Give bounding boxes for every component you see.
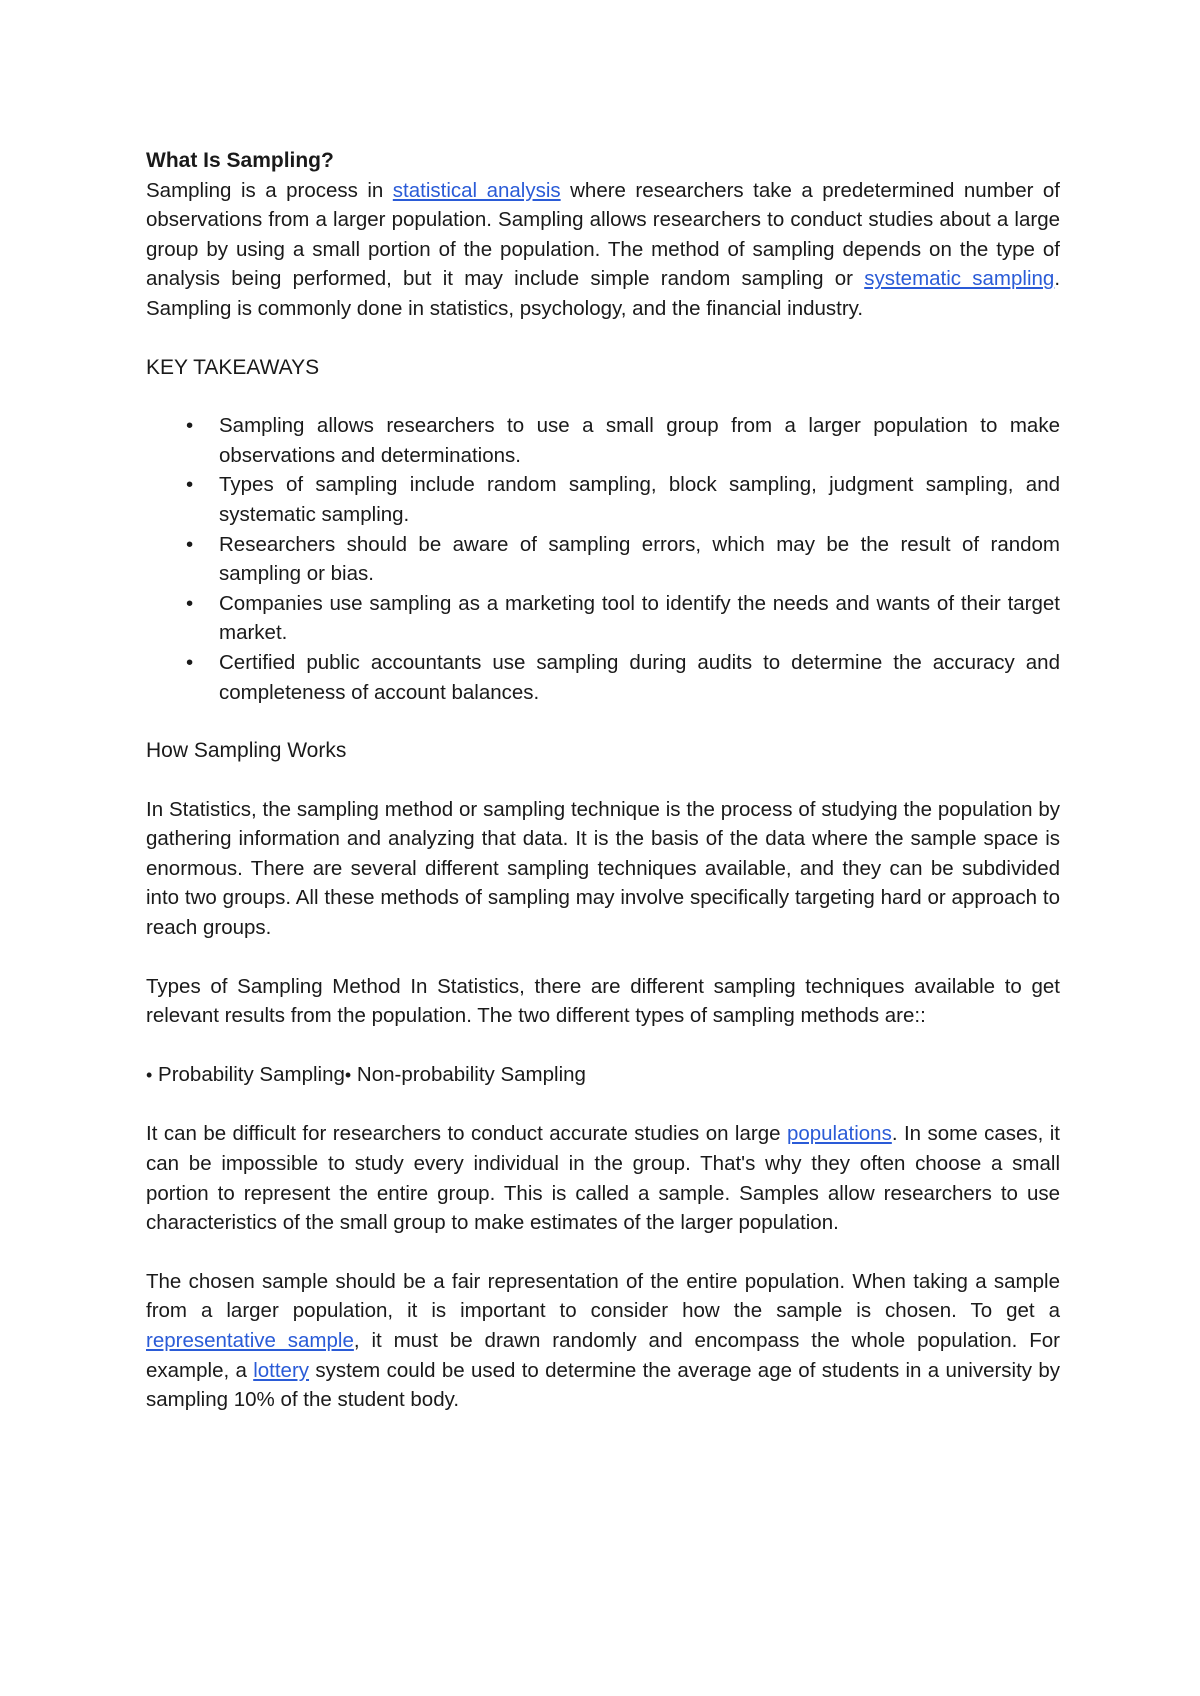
sample-text-2: , it must be drawn randomly and encompass the whole population. For example, a — [146, 1329, 1061, 1382]
spacer — [146, 766, 1060, 795]
populations-text-1: It can be difficult for researchers to conduct accurate studies on large — [146, 1122, 787, 1146]
key-takeaways-list — [146, 411, 1060, 707]
probability-sampling-label: Probability Sampling — [158, 1062, 345, 1086]
representative-sample-paragraph — [146, 1267, 1060, 1415]
spacer — [146, 382, 1060, 411]
section-title-what-is-sampling: What Is Sampling? — [146, 149, 334, 172]
bullet-icon: • — [186, 532, 194, 556]
bullet-icon: • — [146, 1064, 153, 1085]
statistical-analysis-link[interactable]: statistical analysis — [392, 178, 561, 202]
spacer — [146, 943, 1060, 972]
bullet-icon: • — [344, 1064, 352, 1085]
types-paragraph: Types of Sampling Method In Statistics, there are different sampling techniques available to get relevant results from the population. The two different types of sampling methods are:: — [146, 974, 1060, 1028]
takeaway-text: Types of sampling include random sampling, block sampling, judgment sampling, and systematic sampling. — [219, 473, 1060, 526]
bullet-icon: • — [186, 650, 194, 674]
populations-paragraph — [146, 1119, 1060, 1237]
bullet-icon: • — [186, 414, 194, 438]
intro-text-2: where researchers take a predetermined number of observations from a larger population. Sampling allows researchers to conduct studies about a large group by using a small portion of the population. The method of sampling depends on the type of analysis being performed, but it may include simple random sampling or — [146, 178, 1060, 291]
sampling-types-line — [146, 1060, 1060, 1091]
takeaway-text: Sampling allows researchers to use a small group from a larger population to make observations and determinations. — [219, 414, 1060, 467]
takeaway-text: Companies use sampling as a marketing tool to identify the needs and wants of their target market. — [219, 591, 1060, 645]
bullet-icon: • — [186, 473, 194, 497]
representative-sample-link[interactable]: representative sample — [146, 1329, 354, 1352]
intro-text-1: Sampling is a process in — [146, 178, 393, 202]
spacer — [146, 1031, 1060, 1060]
non-probability-sampling-label: Non-probability Sampling — [356, 1062, 586, 1086]
key-takeaways-heading: KEY TAKEAWAYS — [146, 355, 320, 379]
lottery-link[interactable]: lottery — [253, 1358, 310, 1382]
intro-paragraph — [146, 176, 1060, 324]
statistics-paragraph: In Statistics, the sampling method or sampling technique is the process of studying the population by gathering information and analyzing that data. It is the basis of the data where the sample space is enormous. There are several different sampling techniques available, and they can be subdivided into two groups. All these methods of sampling may involve specifically targeting hard or approach to reach groups. — [146, 797, 1060, 940]
intro-text-3: . Sampling is commonly done in statistics, psychology, and the financial industry. — [146, 267, 1061, 320]
how-sampling-works-heading: How Sampling Works — [146, 739, 347, 763]
takeaway-item — [146, 589, 1060, 648]
sample-text-3: system could be used to determine the average age of students in a university by sampling 10% of the student body. — [146, 1358, 1061, 1412]
document-page — [146, 146, 1060, 1415]
takeaway-item — [146, 411, 1060, 470]
takeaway-item — [146, 648, 1060, 707]
spacer — [146, 707, 1060, 736]
spacer — [146, 1238, 1060, 1267]
spacer — [146, 1090, 1060, 1119]
populations-text-2: . In some cases, it can be impossible to study every individual in the group. That's why they often choose a small portion to represent the entire group. This is called a sample. Samples allow researchers to use characteristics of the small group to make estimates of the larger population. — [146, 1122, 1060, 1235]
takeaway-text: Researchers should be aware of sampling errors, which may be the result of random sampling or bias. — [219, 532, 1060, 586]
systematic-sampling-link[interactable]: systematic sampling — [864, 267, 1055, 291]
takeaway-item — [146, 470, 1060, 529]
sample-text-1: The chosen sample should be a fair representation of the entire population. When taking a sample from a larger population, it is important to consider how the sample is chosen. To get a — [146, 1269, 1060, 1323]
takeaway-item — [146, 530, 1060, 589]
takeaway-text: Certified public accountants use sampling during audits to determine the accuracy and completeness of account balances. — [219, 650, 1060, 704]
populations-link[interactable]: populations — [786, 1122, 892, 1146]
spacer — [146, 324, 1060, 353]
bullet-icon: • — [186, 591, 194, 615]
